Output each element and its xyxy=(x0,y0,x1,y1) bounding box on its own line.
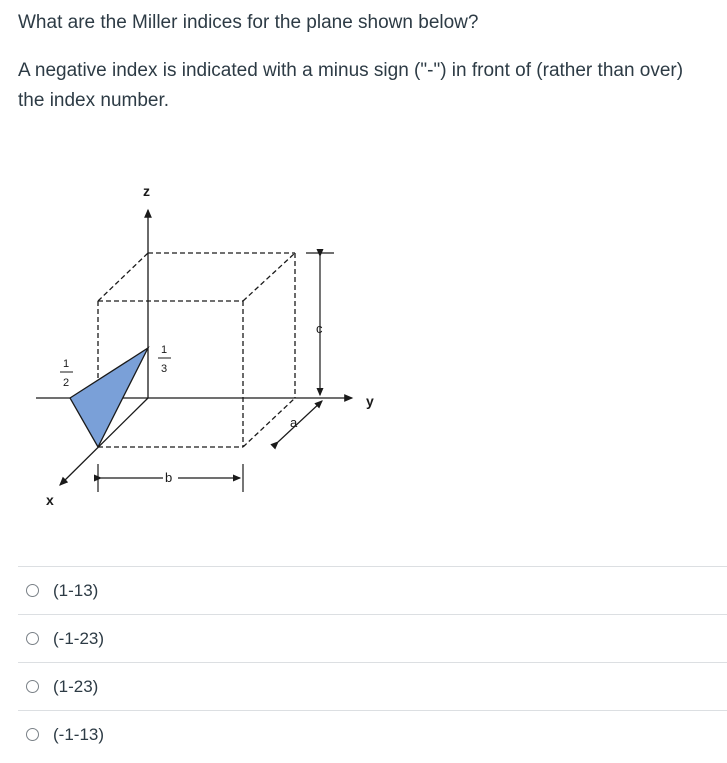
answer-option[interactable] xyxy=(18,662,727,710)
dimension-label-a: a xyxy=(290,415,298,430)
axis-label-z: z xyxy=(143,183,150,199)
radio-icon[interactable] xyxy=(26,584,39,597)
dimension-label-b: b xyxy=(165,470,173,485)
axes xyxy=(36,210,352,485)
question-prompt: What are the Miller indices for the plane shown below? xyxy=(18,12,479,33)
dimension-label-c: c xyxy=(316,321,323,336)
answer-label: (-1-23) xyxy=(53,628,105,648)
question-instruction-2: the index number. xyxy=(18,90,170,111)
answer-list xyxy=(18,566,727,758)
fraction-x-denominator: 2 xyxy=(63,377,70,389)
fraction-z-denominator: 3 xyxy=(161,363,168,375)
answer-label: (-1-13) xyxy=(53,724,105,744)
answer-label: (1-13) xyxy=(53,580,99,600)
fraction-x-numerator: 1 xyxy=(63,358,70,370)
fraction-z-numerator: 1 xyxy=(161,344,168,356)
question-text xyxy=(18,8,718,116)
axis-label-y: y xyxy=(366,393,374,409)
answer-label: (1-23) xyxy=(53,676,99,696)
radio-icon[interactable] xyxy=(26,728,39,741)
answer-option[interactable] xyxy=(18,710,727,758)
answer-option[interactable] xyxy=(18,566,727,614)
question-instruction-1: A negative index is indicated with a minus sign ("-") in front of (rather than over) xyxy=(18,60,684,81)
miller-plane-figure xyxy=(0,170,400,530)
radio-icon[interactable] xyxy=(26,632,39,645)
radio-icon[interactable] xyxy=(26,680,39,693)
axis-label-x: x xyxy=(46,492,54,508)
answer-option[interactable] xyxy=(18,614,727,662)
